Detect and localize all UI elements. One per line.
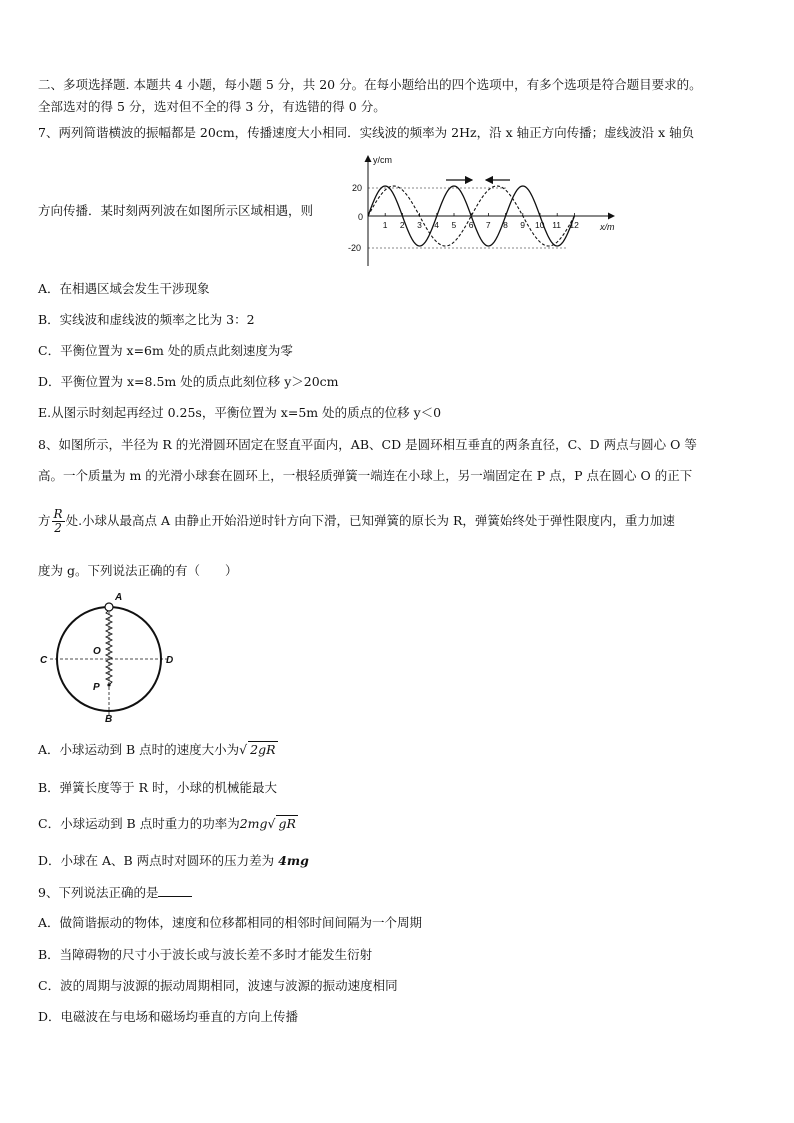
q8-stem-line2: 高。一个质量为 m 的光滑小球套在圆环上，一根轻质弹簧一端连在小球上，另一端固定在 P 点，P 点在圆心 O 的正下: [38, 468, 693, 483]
fraction-r-over-2: $\frac{R}{2}$: [53, 507, 63, 535]
q8-option-b: B．弹簧长度等于 R 时，小球的机械能最大: [38, 780, 278, 795]
ball: [105, 603, 113, 611]
q7-stem-line2: 方向传播．某时刻两列波在如图所示区域相遇，则: [38, 203, 314, 218]
q9-option-b: B．当障碍物的尺寸小于波长或与波长差不多时才能发生衍射: [38, 947, 373, 962]
answer-blank: [158, 884, 192, 897]
x-axis-label: x/m: [600, 222, 615, 232]
label-a: A: [115, 592, 123, 603]
q9-option-d: D．电磁波在与电场和磁场均垂直的方向上传播: [38, 1009, 299, 1024]
q7-wave-graph: [338, 152, 620, 270]
y-axis-label: y/cm: [373, 155, 392, 165]
q8-stem-line4: 度为 g。下列说法正确的有（ ）: [38, 563, 238, 578]
section-instruction-line2: 全部选对的得 5 分，选对但不全的得 3 分，有选错的得 0 分。: [38, 99, 386, 114]
x-tick-label: 9: [520, 220, 526, 230]
x-tick-label: 12: [569, 220, 579, 230]
label-c: C: [40, 655, 48, 666]
q8-stem-line1: 8、如图所示，半径为 R 的光滑圆环固定在竖直平面内，AB、CD 是圆环相互垂直的两条直径，C、D 两点与圆心 O 等: [38, 437, 697, 452]
y-tick-neg20: -20: [348, 243, 362, 253]
q7-option-e: E.从图示时刻起再经过 0.25s，平衡位置为 x=5m 处的质点的位移 y＜0: [38, 405, 442, 420]
q8-ring-figure: [36, 588, 186, 724]
q7-stem-line1: 7、两列简谐横波的振幅都是 20cm，传播速度大小相同．实线波的频率为 2Hz，沿 x 轴正方向传播；虚线波沿 x 轴负: [38, 125, 695, 140]
q9-option-a: A．做简谐振动的物体，速度和位移都相同的相邻时间间隔为一个周期: [38, 915, 423, 930]
q7-option-c: C．平衡位置为 x=6m 处的质点此刻速度为零: [38, 343, 293, 358]
x-tick-label: 3: [417, 220, 422, 230]
q7-option-b: B．实线波和虚线波的频率之比为 3：2: [38, 312, 255, 327]
x-tick-label: 1: [382, 220, 388, 230]
x-tick-label: 11: [552, 220, 562, 230]
q9-stem: 9、下列说法正确的是: [38, 884, 192, 902]
x-tick-label: 5: [451, 220, 457, 230]
sqrt-gr: gR: [278, 816, 296, 831]
q8-option-d: D．小球在 A、B 两点时对圆环的压力差为 4mg: [38, 853, 309, 868]
x-tick-label: 2: [399, 220, 405, 230]
q8-option-c: C．小球运动到 B 点时重力的功率为2mg√ gR: [38, 816, 296, 831]
label-o: O: [93, 646, 101, 657]
q8-option-a: A．小球运动到 B 点时的速度大小为√ 2gR: [38, 742, 276, 757]
y-tick-20: 20: [352, 183, 363, 193]
q9-option-c: C．波的周期与波源的振动周期相同，波速与波源的振动速度相同: [38, 978, 398, 993]
x-tick-label: 7: [485, 220, 491, 230]
label-p: P: [93, 682, 100, 693]
q8-line3-post: 处.小球从最高点 A 由静止开始沿逆时针方向下滑，已知弹簧的原长为 R，弹簧始终处于弹性限度内，重力加速: [65, 513, 675, 528]
label-b: B: [105, 714, 113, 724]
q8-stem-line3: [38, 505, 675, 537]
x-tick-label: 8: [503, 220, 508, 230]
q7-option-d: D．平衡位置为 x=8.5m 处的质点此刻位移 y＞20cm: [38, 374, 339, 389]
label-d: D: [166, 655, 174, 666]
x-tick-label: 4: [434, 220, 440, 230]
q7-option-a: A．在相遇区域会发生干涉现象: [38, 281, 210, 296]
q8-line3-pre: 方: [38, 513, 51, 528]
point-p: [107, 683, 110, 686]
section-instruction-line1: 二、多项选择题. 本题共 4 小题，每小题 5 分，共 20 分。在每小题给出的四个选项中，有多个选项是符合题目要求的。: [38, 77, 702, 92]
origin-label: 0: [358, 212, 364, 222]
x-tick-label: 10: [535, 220, 545, 230]
x-tick-label: 6: [468, 220, 474, 230]
sqrt-2gr: 2gR: [250, 742, 276, 757]
